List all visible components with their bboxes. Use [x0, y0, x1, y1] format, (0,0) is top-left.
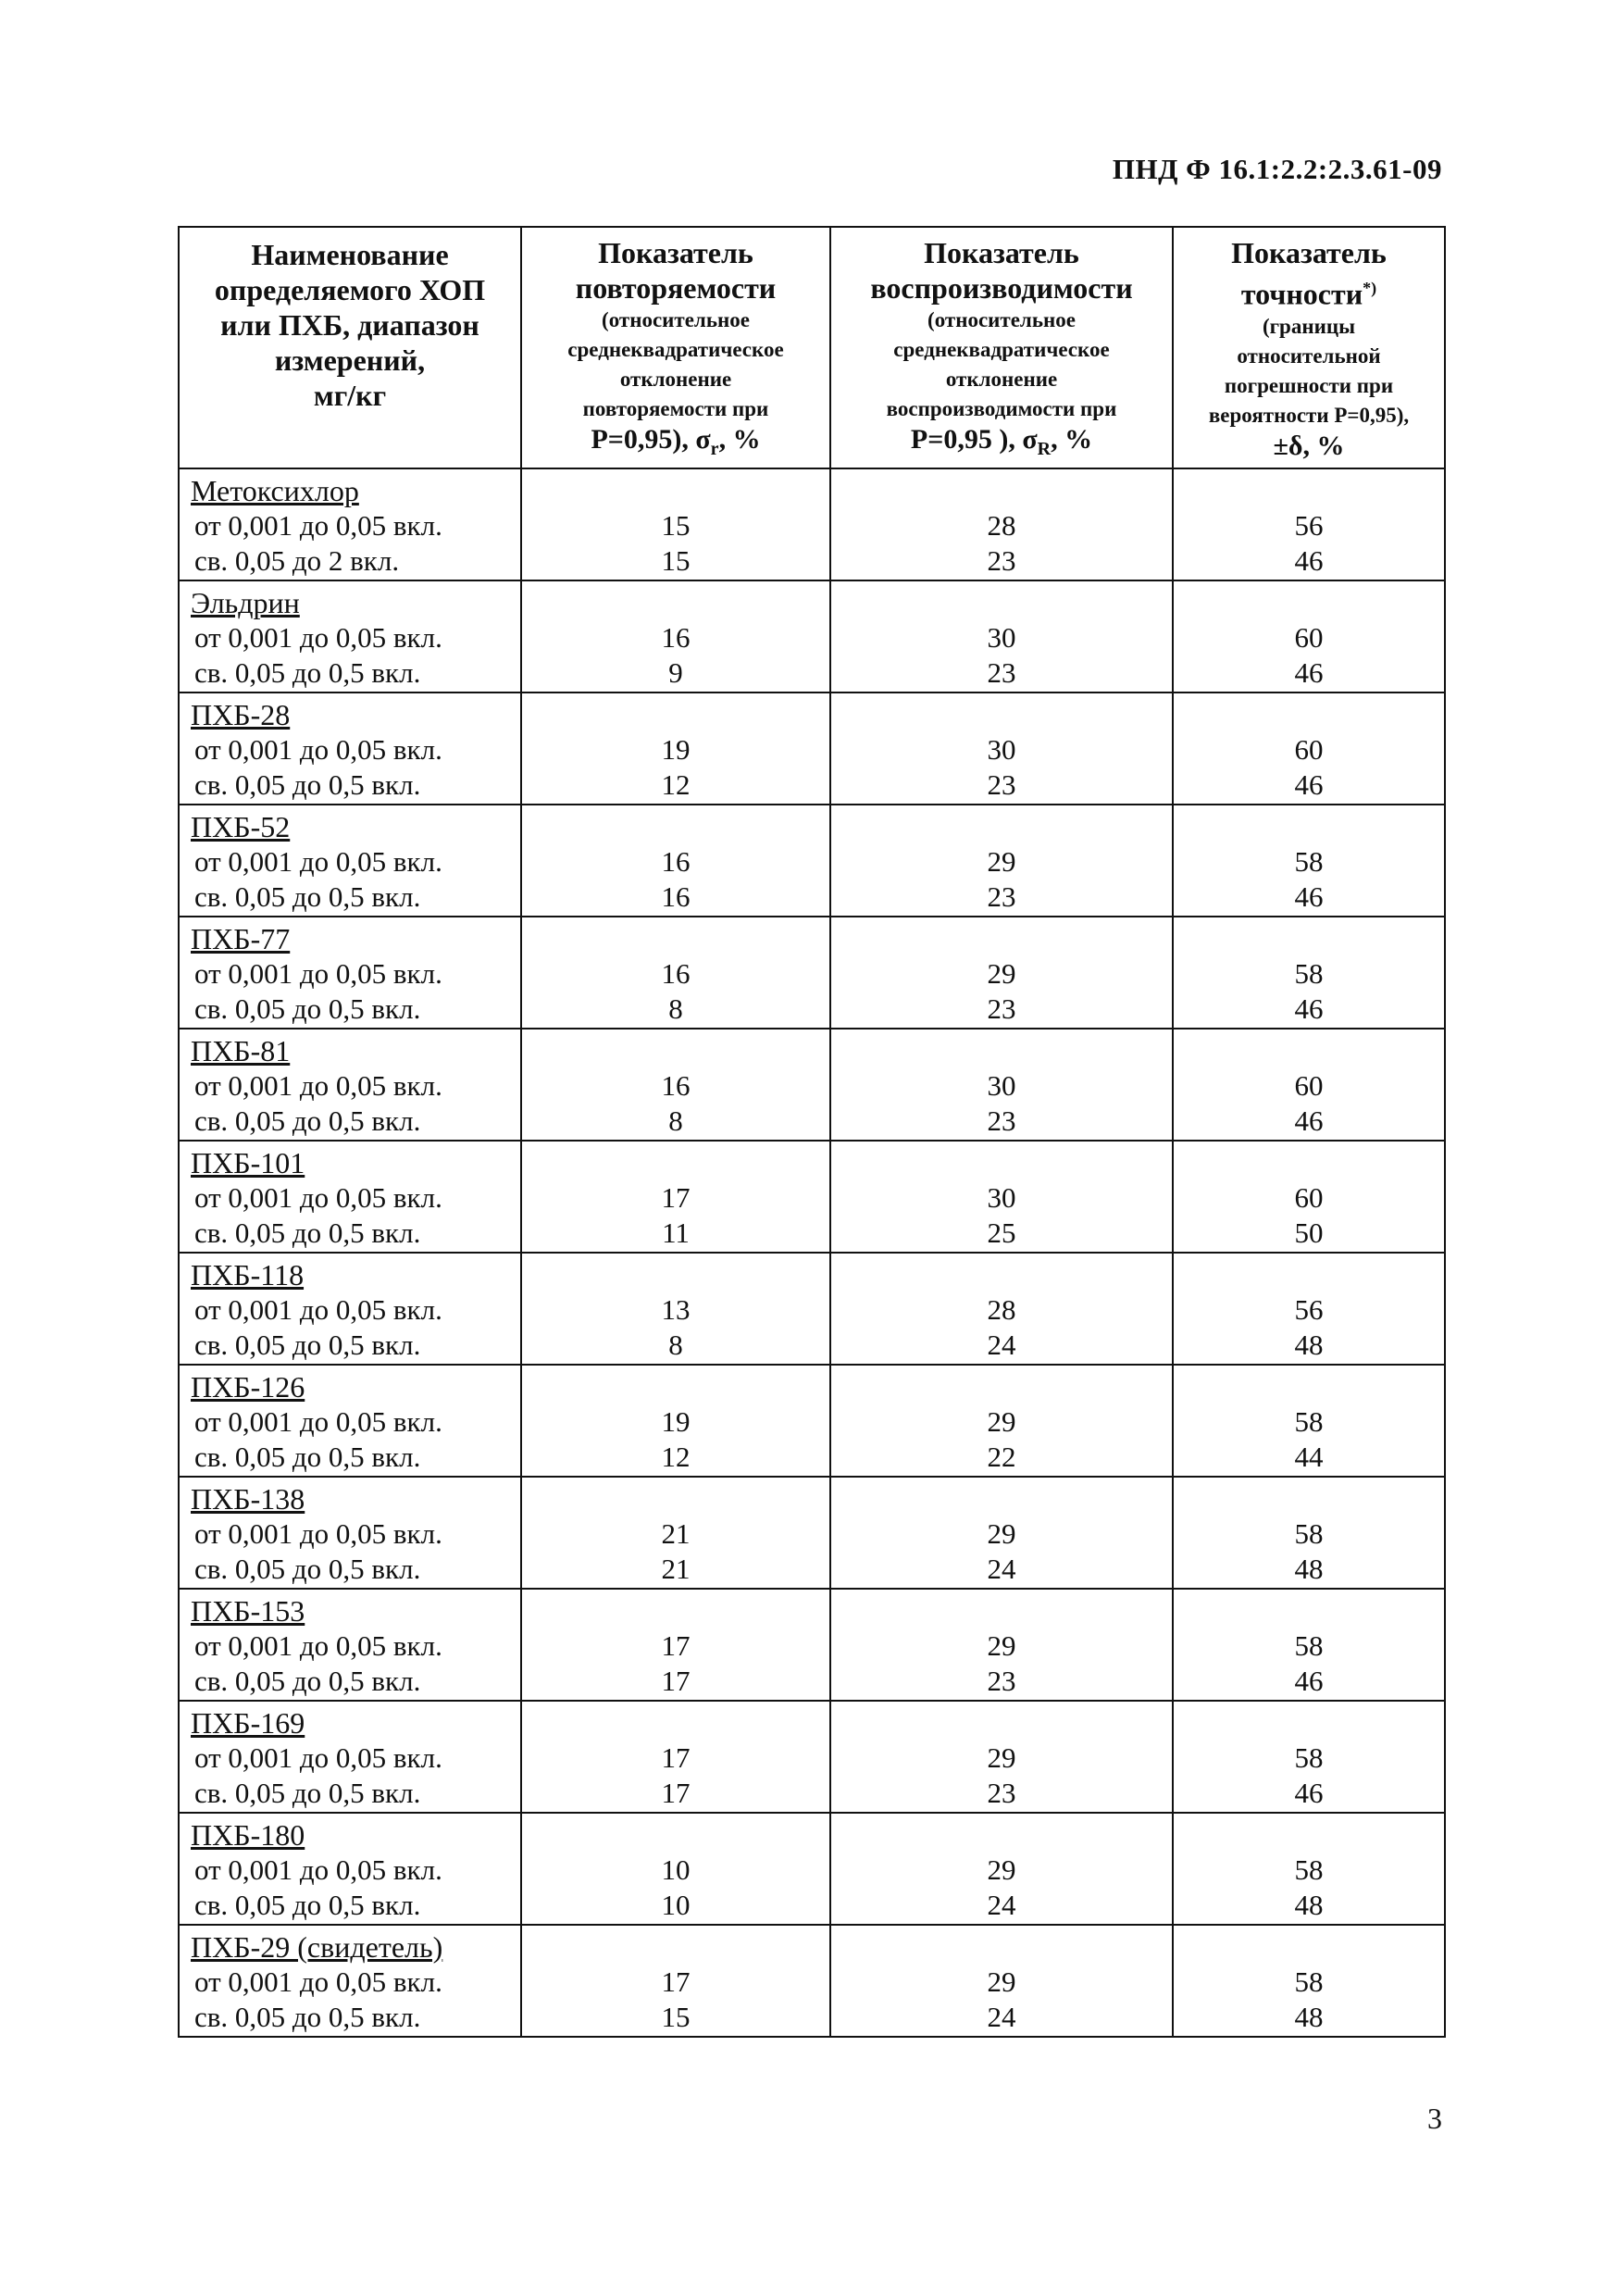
reproducibility-value: 23 — [987, 543, 1016, 577]
table-row — [179, 1925, 1445, 2037]
reproducibility-cell — [830, 1701, 1173, 1813]
analyte-name: ПХБ-52 — [191, 809, 291, 843]
range-label: св. 0,05 до 2 вкл. — [194, 543, 400, 577]
accuracy-value: 58 — [1294, 1516, 1324, 1550]
reproducibility-value: 23 — [987, 992, 1016, 1025]
repeatability-value: 17 — [661, 1664, 691, 1697]
header-repeatability: Показатель повторяемости (относительное среднеквадратическое отклонение повторяемости при Р=0,95), $\sigma_r$, % — [521, 227, 830, 468]
accuracy-cell — [1173, 1029, 1445, 1141]
accuracy-value: 46 — [1294, 880, 1324, 913]
repeatability-cell — [521, 693, 830, 805]
repeatability-cell — [521, 805, 830, 917]
repeatability-value: 15 — [661, 508, 691, 542]
analyte-name: ПХБ-138 — [191, 1481, 305, 1516]
repeatability-cell — [521, 1141, 830, 1253]
reproducibility-cell — [830, 1141, 1173, 1253]
accuracy-value: 46 — [1294, 1104, 1324, 1137]
accuracy-value: 56 — [1294, 1292, 1324, 1326]
range-label: от 0,001 до 0,05 вкл. — [194, 1628, 442, 1662]
accuracy-value: 50 — [1294, 1216, 1324, 1249]
repeatability-cell — [521, 1365, 830, 1477]
accuracy-value: 48 — [1294, 1888, 1324, 1921]
reproducibility-value: 29 — [987, 1516, 1016, 1550]
accuracy-value: 48 — [1294, 2000, 1324, 2033]
reproducibility-value: 30 — [987, 1068, 1016, 1102]
analyte-cell — [179, 1029, 521, 1141]
table-row — [179, 468, 1445, 580]
repeatability-value: 8 — [668, 1328, 683, 1361]
precision-table — [178, 226, 1446, 2038]
accuracy-cell — [1173, 805, 1445, 917]
accuracy-cell — [1173, 693, 1445, 805]
reproducibility-value: 24 — [987, 2000, 1016, 2033]
reproducibility-value: 29 — [987, 956, 1016, 990]
repeatability-value: 16 — [661, 1068, 691, 1102]
range-label: от 0,001 до 0,05 вкл. — [194, 508, 442, 542]
table-row — [179, 1029, 1445, 1141]
repeatability-cell — [521, 1701, 830, 1813]
analyte-cell — [179, 917, 521, 1029]
repeatability-value: 12 — [661, 1440, 691, 1473]
accuracy-cell — [1173, 1477, 1445, 1589]
range-label: от 0,001 до 0,05 вкл. — [194, 1180, 442, 1214]
repeatability-value: 16 — [661, 620, 691, 654]
range-label: св. 0,05 до 0,5 вкл. — [194, 1216, 421, 1249]
reproducibility-value: 29 — [987, 1404, 1016, 1438]
analyte-name: ПХБ-29 (свидетель) — [191, 1929, 443, 1964]
analyte-cell — [179, 1925, 521, 2037]
reproducibility-value: 23 — [987, 767, 1016, 801]
reproducibility-value: 29 — [987, 844, 1016, 878]
accuracy-value: 46 — [1294, 543, 1324, 577]
reproducibility-cell — [830, 1029, 1173, 1141]
analyte-name: ПХБ-101 — [191, 1145, 305, 1179]
analyte-cell — [179, 1477, 521, 1589]
repeatability-value: 17 — [661, 1628, 691, 1662]
table-row — [179, 693, 1445, 805]
header-reproducibility: Показатель воспроизводимости (относительное среднеквадратическое отклонение воспроизводимости при Р=0,95 ), $\sigma_R$, % — [830, 227, 1173, 468]
accuracy-value: 48 — [1294, 1328, 1324, 1361]
repeatability-value: 15 — [661, 543, 691, 577]
table-row — [179, 1813, 1445, 1925]
repeatability-value: 13 — [661, 1292, 691, 1326]
repeatability-cell — [521, 1253, 830, 1365]
reproducibility-value: 29 — [987, 1628, 1016, 1662]
accuracy-cell — [1173, 1141, 1445, 1253]
accuracy-value: 60 — [1294, 732, 1324, 766]
repeatability-value: 8 — [668, 1104, 683, 1137]
analyte-cell — [179, 468, 521, 580]
range-label: св. 0,05 до 0,5 вкл. — [194, 767, 421, 801]
accuracy-cell — [1173, 917, 1445, 1029]
reproducibility-value: 30 — [987, 1180, 1016, 1214]
accuracy-cell — [1173, 1813, 1445, 1925]
accuracy-cell — [1173, 468, 1445, 580]
range-label: от 0,001 до 0,05 вкл. — [194, 620, 442, 654]
range-label: св. 0,05 до 0,5 вкл. — [194, 1328, 421, 1361]
repeatability-value: 17 — [661, 1180, 691, 1214]
range-label: от 0,001 до 0,05 вкл. — [194, 1741, 442, 1774]
table-row — [179, 805, 1445, 917]
reproducibility-cell — [830, 580, 1173, 693]
accuracy-value: 46 — [1294, 767, 1324, 801]
accuracy-value: 58 — [1294, 1965, 1324, 1998]
repeatability-value: 17 — [661, 1741, 691, 1774]
range-label: св. 0,05 до 0,5 вкл. — [194, 1104, 421, 1137]
reproducibility-value: 24 — [987, 1552, 1016, 1585]
analyte-cell — [179, 1253, 521, 1365]
reproducibility-value: 23 — [987, 655, 1016, 689]
repeatability-value: 16 — [661, 880, 691, 913]
analyte-cell — [179, 1365, 521, 1477]
reproducibility-cell — [830, 468, 1173, 580]
range-label: от 0,001 до 0,05 вкл. — [194, 1068, 442, 1102]
analyte-cell — [179, 805, 521, 917]
accuracy-cell — [1173, 1253, 1445, 1365]
range-label: св. 0,05 до 0,5 вкл. — [194, 2000, 421, 2033]
repeatability-cell — [521, 1477, 830, 1589]
reproducibility-cell — [830, 805, 1173, 917]
range-label: от 0,001 до 0,05 вкл. — [194, 1292, 442, 1326]
range-label: св. 0,05 до 0,5 вкл. — [194, 655, 421, 689]
analyte-name: ПХБ-169 — [191, 1705, 305, 1740]
accuracy-cell — [1173, 1365, 1445, 1477]
reproducibility-value: 24 — [987, 1888, 1016, 1921]
analyte-name: Эльдрин — [191, 585, 300, 619]
reproducibility-value: 23 — [987, 880, 1016, 913]
repeatability-value: 16 — [661, 844, 691, 878]
range-label: от 0,001 до 0,05 вкл. — [194, 732, 442, 766]
reproducibility-value: 25 — [987, 1216, 1016, 1249]
repeatability-value: 16 — [661, 956, 691, 990]
accuracy-value: 58 — [1294, 844, 1324, 878]
repeatability-value: 19 — [661, 1404, 691, 1438]
accuracy-cell — [1173, 1925, 1445, 2037]
accuracy-value: 58 — [1294, 1404, 1324, 1438]
accuracy-cell — [1173, 1589, 1445, 1701]
table-row — [179, 580, 1445, 693]
repeatability-value: 15 — [661, 2000, 691, 2033]
repeatability-cell — [521, 1925, 830, 2037]
range-label: св. 0,05 до 0,5 вкл. — [194, 1664, 421, 1697]
table-row — [179, 1701, 1445, 1813]
analyte-cell — [179, 1813, 521, 1925]
analyte-name: ПХБ-153 — [191, 1593, 305, 1628]
reproducibility-cell — [830, 693, 1173, 805]
reproducibility-cell — [830, 1477, 1173, 1589]
repeatability-value: 21 — [661, 1516, 691, 1550]
repeatability-value: 10 — [661, 1853, 691, 1886]
repeatability-value: 11 — [662, 1216, 690, 1249]
range-label: от 0,001 до 0,05 вкл. — [194, 956, 442, 990]
range-label: св. 0,05 до 0,5 вкл. — [194, 992, 421, 1025]
document-code: ПНД Ф 16.1:2.2:2.3.61-09 — [1112, 153, 1442, 185]
analyte-name: ПХБ-180 — [191, 1817, 305, 1852]
repeatability-cell — [521, 468, 830, 580]
range-label: от 0,001 до 0,05 вкл. — [194, 844, 442, 878]
accuracy-value: 48 — [1294, 1552, 1324, 1585]
reproducibility-value: 30 — [987, 620, 1016, 654]
accuracy-value: 58 — [1294, 1853, 1324, 1886]
reproducibility-value: 22 — [987, 1440, 1016, 1473]
analyte-cell — [179, 1701, 521, 1813]
accuracy-value: 58 — [1294, 956, 1324, 990]
analyte-name: ПХБ-118 — [191, 1257, 305, 1292]
reproducibility-cell — [830, 1365, 1173, 1477]
accuracy-cell — [1173, 1701, 1445, 1813]
repeatability-value: 17 — [661, 1776, 691, 1809]
accuracy-value: 46 — [1294, 655, 1324, 689]
analyte-name: ПХБ-28 — [191, 697, 291, 731]
reproducibility-value: 24 — [987, 1328, 1016, 1361]
table-row — [179, 1365, 1445, 1477]
range-label: св. 0,05 до 0,5 вкл. — [194, 880, 421, 913]
analyte-name: ПХБ-126 — [191, 1369, 305, 1404]
repeatability-value: 8 — [668, 992, 683, 1025]
range-label: от 0,001 до 0,05 вкл. — [194, 1965, 442, 1998]
header-accuracy: Показатель точности*) (границы относительной погрешности при вероятности Р=0,95), ±δ, % — [1173, 227, 1445, 468]
repeatability-cell — [521, 1813, 830, 1925]
range-label: от 0,001 до 0,05 вкл. — [194, 1404, 442, 1438]
accuracy-value: 58 — [1294, 1628, 1324, 1662]
range-label: св. 0,05 до 0,5 вкл. — [194, 1440, 421, 1473]
accuracy-value: 44 — [1294, 1440, 1324, 1473]
reproducibility-value: 28 — [987, 1292, 1016, 1326]
range-label: от 0,001 до 0,05 вкл. — [194, 1853, 442, 1886]
table-row — [179, 917, 1445, 1029]
reproducibility-cell — [830, 1589, 1173, 1701]
analyte-name: Метоксихлор — [191, 473, 359, 507]
reproducibility-cell — [830, 1253, 1173, 1365]
reproducibility-value: 28 — [987, 508, 1016, 542]
repeatability-cell — [521, 1029, 830, 1141]
repeatability-cell — [521, 917, 830, 1029]
analyte-cell — [179, 1141, 521, 1253]
analyte-name: ПХБ-77 — [191, 921, 291, 955]
reproducibility-value: 29 — [987, 1853, 1016, 1886]
reproducibility-value: 23 — [987, 1104, 1016, 1137]
accuracy-value: 60 — [1294, 1068, 1324, 1102]
accuracy-value: 60 — [1294, 620, 1324, 654]
analyte-cell — [179, 580, 521, 693]
analyte-name: ПХБ-81 — [191, 1033, 291, 1067]
table-row — [179, 1477, 1445, 1589]
repeatability-value: 21 — [661, 1552, 691, 1585]
repeatability-value: 12 — [661, 767, 691, 801]
accuracy-cell — [1173, 580, 1445, 693]
reproducibility-cell — [830, 917, 1173, 1029]
table-row — [179, 1253, 1445, 1365]
page-number: 3 — [1427, 2102, 1442, 2135]
table-header-row — [179, 227, 1445, 468]
accuracy-value: 46 — [1294, 1776, 1324, 1809]
header-analyte-range: Наименование определяемого ХОП или ПХБ, диапазон измерений, мг/кг — [179, 227, 521, 468]
repeatability-cell — [521, 580, 830, 693]
accuracy-value: 46 — [1294, 1664, 1324, 1697]
range-label: от 0,001 до 0,05 вкл. — [194, 1516, 442, 1550]
repeatability-value: 19 — [661, 732, 691, 766]
reproducibility-value: 23 — [987, 1664, 1016, 1697]
reproducibility-value: 29 — [987, 1741, 1016, 1774]
range-label: св. 0,05 до 0,5 вкл. — [194, 1888, 421, 1921]
reproducibility-cell — [830, 1813, 1173, 1925]
repeatability-value: 10 — [661, 1888, 691, 1921]
analyte-cell — [179, 693, 521, 805]
table-row — [179, 1589, 1445, 1701]
reproducibility-value: 30 — [987, 732, 1016, 766]
range-label: св. 0,05 до 0,5 вкл. — [194, 1776, 421, 1809]
accuracy-value: 58 — [1294, 1741, 1324, 1774]
reproducibility-cell — [830, 1925, 1173, 2037]
repeatability-value: 17 — [661, 1965, 691, 1998]
analyte-cell — [179, 1589, 521, 1701]
reproducibility-value: 29 — [987, 1965, 1016, 1998]
accuracy-value: 56 — [1294, 508, 1324, 542]
accuracy-value: 46 — [1294, 992, 1324, 1025]
repeatability-cell — [521, 1589, 830, 1701]
range-label: св. 0,05 до 0,5 вкл. — [194, 1552, 421, 1585]
reproducibility-value: 23 — [987, 1776, 1016, 1809]
accuracy-value: 60 — [1294, 1180, 1324, 1214]
table-row — [179, 1141, 1445, 1253]
repeatability-value: 9 — [668, 655, 683, 689]
